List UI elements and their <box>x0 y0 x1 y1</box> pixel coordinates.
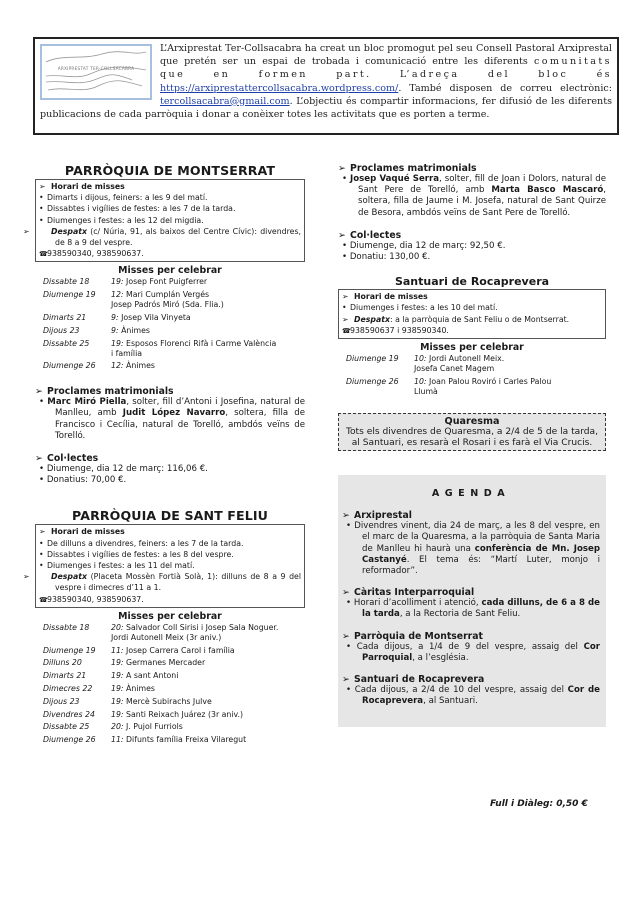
agenda-item-text <box>342 521 600 577</box>
mass-intention-line2: Josefa Canet Magem <box>414 364 495 374</box>
collecta-item <box>338 252 606 263</box>
mass-day: Dimecres 22 <box>43 684 93 694</box>
bullet-icon: • <box>342 174 348 184</box>
mass-intention: Ànimes <box>123 361 155 371</box>
mass-day: Dissabte 25 <box>43 722 90 732</box>
arrow-icon: ➢ <box>23 572 30 582</box>
mass-row <box>35 684 305 697</box>
arrow-icon: ➢ <box>342 314 349 324</box>
mass-row <box>35 671 305 684</box>
agenda-item-header <box>342 631 600 642</box>
mass-row <box>35 722 305 735</box>
right-collectes-header <box>338 230 606 241</box>
schedule-item: Diumenges i festes: a les 10 del matí. <box>350 303 498 313</box>
mass-day: Dissabte 18 <box>43 277 90 287</box>
section-header-text: Proclames matrimonials <box>350 163 477 174</box>
bullet-icon: • <box>39 193 44 203</box>
schedule-item: De dilluns a divendres, feiners: a les 7 de la tarda. <box>47 538 244 548</box>
blog-link[interactable]: https://arxiprestattercollsacabra.wordpress.com/ <box>160 82 399 94</box>
collecta-item <box>338 241 606 252</box>
mass-intention: Josep Vila Vinyeta <box>118 313 191 323</box>
mass-day: Dissabte 18 <box>43 622 90 632</box>
rocaprevera-title: Santuari de Rocaprevera <box>394 275 550 289</box>
despatx-text: (c/ Núria, 91, als baixos del Centre Cívic): divendres, de 8 a 9 del vespre. <box>55 226 301 248</box>
bullet-icon: • <box>39 397 45 408</box>
arrow-icon: ➢ <box>342 510 350 522</box>
agenda-text: , a la Rectoria de Sant Feliu. <box>399 609 521 620</box>
bullet-icon: • <box>39 549 44 559</box>
mass-hour: 19: <box>111 338 124 348</box>
mass-day: Dissabte 25 <box>43 338 90 348</box>
proclama-text: , solter, fill d’Antoni i Josefina, natural de Manlleu, amb <box>55 397 305 419</box>
intro-text-2: . També disposen de correu electrònic: <box>398 82 612 94</box>
arrow-icon: ➢ <box>39 182 46 191</box>
mass-intention: Difunts família Freixa Vilaregut <box>123 735 247 745</box>
intro-text-1: L’Arxiprestat Ter-Collsacabra ha creat un bloc promogut pel seu Consell Pastoral Arxiprestal que pretén ser un espai de trobada i comunicació entre les diferents <box>160 43 612 68</box>
mass-hour: 9: <box>111 313 119 323</box>
schedule-item: Dissabtes i vigílies de festes: a les 7 de la tarda. <box>47 204 236 214</box>
mass-intention: J. Pujol Furriols <box>123 722 183 732</box>
arrow-icon: ➢ <box>23 226 30 236</box>
mass-row <box>338 354 606 377</box>
agenda-title: AGENDA <box>431 488 511 500</box>
mass-row <box>35 710 305 723</box>
phone-numbers: 938590340, 938590637. <box>47 249 144 259</box>
bullet-icon: • <box>39 215 44 225</box>
schedule-item: Diumenges i festes: a les 11 del matí. <box>47 561 195 571</box>
agenda-item-text <box>342 685 600 707</box>
groom-name: Josep Vaqué Serra <box>350 174 440 184</box>
section-header-text: Col·lectes <box>47 453 99 465</box>
bullet-icon: • <box>39 561 44 571</box>
schedule-header: Horari de misses <box>354 292 428 302</box>
mass-intention-line2: Jordi Autonell Meix (3r aniv.) <box>111 632 222 642</box>
montserrat-proclama <box>35 397 305 442</box>
bullet-icon: • <box>39 475 45 486</box>
mass-day: Diumenge 26 <box>43 361 96 371</box>
mass-row <box>35 361 305 374</box>
mass-intention: Germanes Mercader <box>123 658 206 668</box>
schedule-header: Horari de misses <box>51 527 125 537</box>
left-column <box>23 163 305 748</box>
mass-row <box>35 735 305 748</box>
agenda-item-text <box>342 642 600 664</box>
price-footer: Full i Diàleg: 0,50 € <box>490 799 588 809</box>
mass-day: Dimarts 21 <box>43 313 87 323</box>
right-proclama <box>338 174 606 219</box>
bullet-icon: • <box>342 240 348 251</box>
proclama-text: , solter, fill de Joan i Dolors, natural de Sant Pere de Torelló, amb <box>358 174 606 196</box>
santfeliu-title: PARRÒQUIA DE SANT FELIU <box>72 508 268 524</box>
mass-intention-line2: i família <box>111 348 143 358</box>
quaresma-box <box>338 413 606 452</box>
agenda-highlight: Cor de Rocaprevera <box>362 685 601 707</box>
rocaprevera-masses-title: Misses per celebrar <box>420 342 524 354</box>
mass-intention: Santi Reixach Juárez (3r aniv.) <box>123 709 244 719</box>
intro-text-3: . L’objectiu és compartir informacions, fer difusió de les diferents publicacions de cada parròquia i donar a conèixer totes les activitats que es porten a terme. <box>40 95 612 121</box>
montserrat-title: PARRÒQUIA DE MONTSERRAT <box>64 163 276 178</box>
mass-row <box>35 697 305 710</box>
intro-box <box>33 37 619 135</box>
arrow-icon: ➢ <box>342 630 350 642</box>
santfeliu-masses-title: Misses per celebrar <box>118 610 222 622</box>
mass-intention: Mari Cumplán Vergés <box>123 290 210 300</box>
email-link[interactable]: tercollsacabra@gmail.com <box>160 95 290 107</box>
mass-row <box>35 290 305 313</box>
bullet-icon: • <box>342 252 348 263</box>
collecta-item <box>35 475 305 486</box>
despatx-label: Despatx <box>354 314 390 324</box>
montserrat-masses-table <box>35 277 305 374</box>
mass-hour: 20: <box>111 622 124 632</box>
arrow-icon: ➢ <box>338 229 346 241</box>
mass-row <box>35 339 305 362</box>
agenda-text: Divendres vinent, dia 24 de març, a les 8 del vespre, en el marc de la Quaresma, a la parròquia de Santa Maria de Manlleu hi haurà una <box>354 521 600 554</box>
mass-day: Diumenge 19 <box>43 290 96 300</box>
mass-hour: 10: <box>414 354 427 364</box>
agenda-text: Cada dijous, a 1/4 de 9 del vespre, assaig del <box>356 641 584 652</box>
despatx-text: : a la parròquia de Sant Feliu o de Montserrat. <box>390 314 570 324</box>
mass-intention: Jordi Autonell Meix. <box>426 354 505 364</box>
mass-hour: 19: <box>111 696 124 706</box>
mass-intention: Ànimes <box>123 684 155 694</box>
mass-hour: 20: <box>111 722 124 732</box>
mass-hour: 12: <box>111 361 124 371</box>
arxiprestat-logo <box>40 44 152 100</box>
bullet-icon: • <box>346 685 352 696</box>
bullet-icon: • <box>39 464 45 475</box>
mass-intention: Joan Palou Roviró i Carles Palou <box>426 376 552 386</box>
logo-text: ARXIPRESTAT TER-COLLSACABRA <box>57 67 135 72</box>
despatx-label: Despatx <box>51 572 87 582</box>
mass-day: Dijous 23 <box>43 325 80 335</box>
bullet-icon: • <box>39 204 44 214</box>
bullet-icon: • <box>39 538 44 548</box>
agenda-text: , al Santuari. <box>423 696 478 707</box>
santfeliu-schedule-box <box>23 524 305 607</box>
bullet-icon: • <box>342 303 347 313</box>
bride-name: Marta Basco Mascaró <box>491 185 604 196</box>
mass-intention: Ànimes <box>118 325 150 335</box>
collecta-text: Diumenge, dia 12 de març: 92,50 €. <box>349 240 506 251</box>
mass-row <box>35 623 305 646</box>
proclama-text: , soltera, filla de Francisco i Cecília, natural de Torelló, ambdós veïns de Torelló. <box>55 408 305 441</box>
arrow-icon: ➢ <box>35 386 43 398</box>
agenda-text: Cada dijous, a 2/4 de 10 del vespre, assaig del <box>354 685 568 696</box>
mass-row <box>35 277 305 290</box>
mass-intention: Josep Carrera Carol i família <box>123 645 235 655</box>
mass-hour: 11: <box>111 735 124 745</box>
mass-intention: Salvador Coll Sirisi i Josep Sala Noguer. <box>123 622 279 632</box>
agenda-item-header <box>342 510 600 521</box>
agenda-header-text: Santuari de Rocaprevera <box>354 674 485 686</box>
mass-hour: 12: <box>111 290 124 300</box>
agenda-header-text: Parròquia de Montserrat <box>354 630 483 642</box>
schedule-item: Dimarts i dijous, feiners: a les 9 del matí. <box>47 193 208 203</box>
mass-day: Dijous 23 <box>43 696 80 706</box>
section-header-text: Col·lectes <box>350 229 402 241</box>
arrow-icon: ➢ <box>342 674 350 686</box>
mass-day: Dilluns 20 <box>43 658 82 668</box>
mass-hour: 19: <box>111 671 124 681</box>
mass-day: Diumenge 26 <box>346 376 399 386</box>
collecta-text: Donatiu: 130,00 €. <box>349 252 431 263</box>
mass-hour: 19: <box>111 709 124 719</box>
mass-row <box>35 326 305 339</box>
montserrat-schedule-box <box>23 179 305 262</box>
arrow-icon: ➢ <box>39 527 46 537</box>
right-proclames-header <box>338 163 606 174</box>
mass-intention: A sant Antoni <box>123 671 179 681</box>
rocaprevera-masses-table <box>338 354 606 400</box>
phone-icon: ☎ <box>39 595 48 604</box>
montserrat-masses-title: Misses per celebrar <box>118 265 222 277</box>
schedule-item: Diumenges i festes: a les 12 del migdia. <box>47 215 204 225</box>
section-header-text: Proclames matrimonials <box>47 386 174 398</box>
schedule-item: Dissabtes i vigílies de festes: a les 8 del vespre. <box>47 549 234 559</box>
quaresma-title: Quaresma <box>444 415 500 427</box>
mass-hour: 9: <box>111 325 119 335</box>
agenda-text: Horari d’acolliment i atenció, <box>353 598 482 609</box>
bullet-icon: • <box>346 598 352 609</box>
montserrat-collectes-header <box>35 453 305 464</box>
mass-hour: 19: <box>111 658 124 668</box>
mass-row <box>338 377 606 400</box>
rocaprevera-schedule-box <box>338 289 606 339</box>
agenda-highlight: cada dilluns, de 6 a 8 de la tarda <box>362 598 600 620</box>
mass-intention: Esposos Florenci Rifà i Carme València <box>123 338 277 348</box>
mass-hour: 10: <box>414 376 427 386</box>
mass-intention-line2: Llumà <box>414 386 438 396</box>
mass-row <box>35 658 305 671</box>
agenda-text: , a l’església. <box>412 652 469 663</box>
agenda-header-text: Càritas Interparroquial <box>354 587 475 599</box>
mass-intention-line2: Josep Padrós Miró (Sda. Flia.) <box>111 300 224 310</box>
mass-hour: 19: <box>111 277 124 287</box>
arrow-icon: ➢ <box>342 292 349 302</box>
collecta-item <box>35 464 305 475</box>
despatx-text: (Placeta Mossèn Fortià Solà, 1): dilluns de 8 a 9 del vespre i dimecres d’11 a 1. <box>55 572 301 593</box>
right-column <box>338 163 606 727</box>
mass-day: Dimarts 21 <box>43 671 87 681</box>
proclama-text: , soltera, filla de Jaume i M. Josefa, natural de Sant Quirze de Besora, ambdós veïns de Sant Pere de Torelló. <box>358 185 606 218</box>
agenda-box <box>338 475 606 727</box>
agenda-highlight: Cor Parroquial <box>362 641 601 663</box>
mass-day: Diumenge 19 <box>43 645 96 655</box>
agenda-highlight: conferència de Mn. Josep Castanyé <box>362 543 600 565</box>
collecta-text: Diumenge, dia 12 de març: 116,06 €. <box>46 464 208 475</box>
mass-hour: 11: <box>111 645 124 655</box>
mass-day: Diumenge 26 <box>43 735 96 745</box>
mass-hour: 19: <box>111 684 124 694</box>
agenda-text: . El tema és: “Martí Luter, monjo i reformador”. <box>362 554 600 577</box>
agenda-item-text <box>342 598 600 620</box>
mass-row <box>35 313 305 326</box>
agenda-item-header <box>342 674 600 685</box>
arrow-icon: ➢ <box>342 587 350 599</box>
arrow-icon: ➢ <box>35 453 43 465</box>
phone-icon: ☎ <box>342 326 351 335</box>
bullet-icon: • <box>346 521 352 532</box>
groom-name: Marc Miró Piella <box>47 397 127 408</box>
mass-row <box>35 646 305 659</box>
phone-icon: ☎ <box>39 250 48 259</box>
phone-numbers: 938590637 i 938590340. <box>350 325 449 335</box>
phone-numbers: 938590340, 938590637. <box>47 594 144 604</box>
mass-day: Diumenge 19 <box>346 354 399 364</box>
despatx-label: Despatx <box>51 226 87 236</box>
quaresma-text: Tots els divendres de Quaresma, a 2/4 de 5 de la tarda, al Santuari, es resarà el Rosari i es farà el Via Crucis. <box>345 426 599 449</box>
agenda-header-text: Arxiprestal <box>354 510 412 522</box>
bride-name: Judit López Navarro <box>122 408 226 419</box>
collecta-text: Donatius: 70,00 €. <box>46 475 127 486</box>
arrow-icon: ➢ <box>338 163 346 174</box>
intro-text-spread: comunitats que en formen part. L’adreça del bloc és <box>160 56 612 81</box>
mass-intention: Mercè Subirachs Julve <box>123 696 212 706</box>
agenda-item-header <box>342 587 600 598</box>
santfeliu-masses-table <box>35 623 305 748</box>
mass-day: Divendres 24 <box>43 709 95 719</box>
bullet-icon: • <box>346 641 352 652</box>
mass-intention: Josep Font Puigferrer <box>123 277 208 287</box>
montserrat-proclames-header <box>35 386 305 397</box>
schedule-header: Horari de misses <box>51 182 125 191</box>
